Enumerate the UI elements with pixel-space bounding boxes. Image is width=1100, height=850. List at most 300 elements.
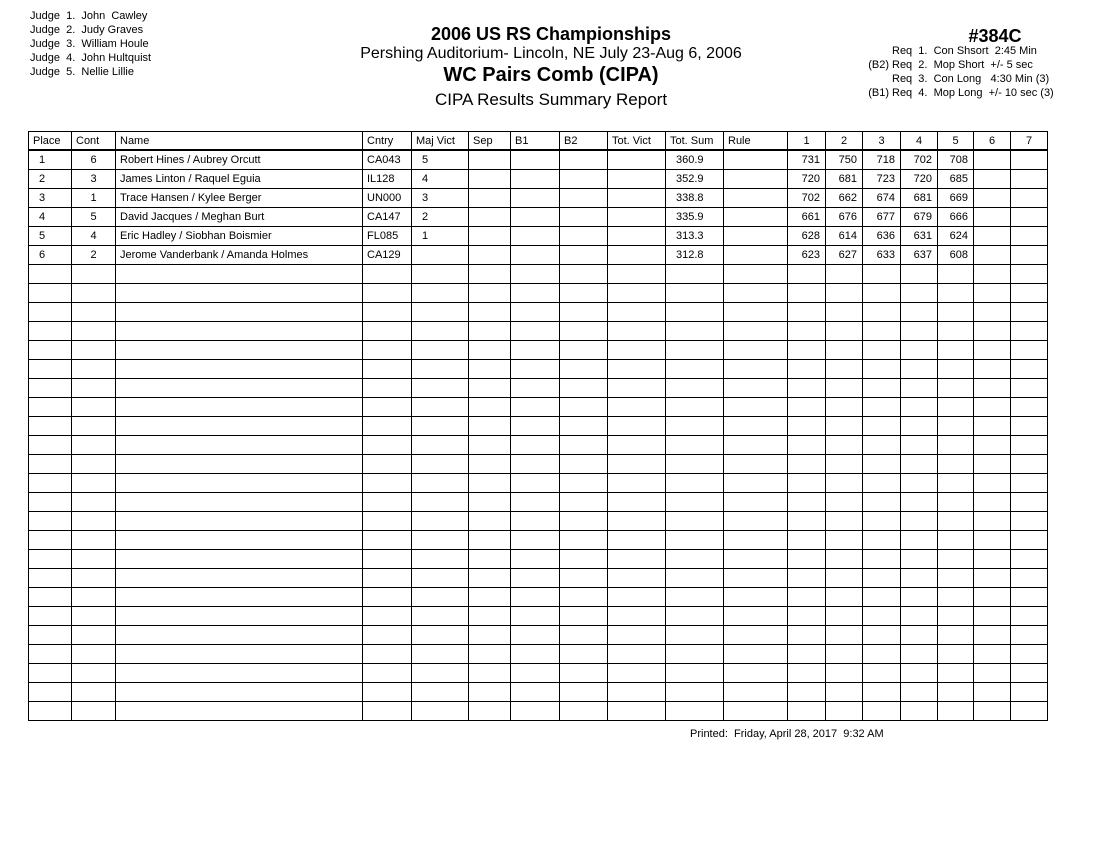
table-cell (560, 455, 608, 474)
column-header: Tot. Vict (608, 132, 666, 151)
table-cell: 661 (788, 208, 826, 227)
table-cell (72, 398, 116, 417)
table-cell (363, 417, 412, 436)
empty-row (29, 664, 1048, 683)
table-cell (363, 493, 412, 512)
table-cell (938, 417, 974, 436)
table-row (29, 246, 1048, 265)
table-cell: 708 (938, 150, 974, 170)
table-cell (1011, 303, 1048, 322)
table-cell (724, 208, 788, 227)
table-cell (863, 664, 901, 683)
empty-row (29, 322, 1048, 341)
table-cell (974, 417, 1011, 436)
table-cell (938, 664, 974, 683)
table-cell (412, 284, 469, 303)
table-cell (1011, 170, 1048, 189)
table-cell (1011, 322, 1048, 341)
table-cell (412, 664, 469, 683)
table-cell (974, 645, 1011, 664)
table-cell (863, 303, 901, 322)
table-cell (974, 550, 1011, 569)
table-cell (363, 284, 412, 303)
table-cell (116, 436, 363, 455)
table-cell (1011, 550, 1048, 569)
table-cell (116, 664, 363, 683)
table-cell: 3 (29, 189, 72, 208)
table-cell (412, 379, 469, 398)
table-cell (938, 702, 974, 721)
table-cell: 637 (901, 246, 938, 265)
table-cell (116, 569, 363, 588)
table-cell (412, 398, 469, 417)
table-cell (29, 379, 72, 398)
table-cell (974, 189, 1011, 208)
table-cell (560, 398, 608, 417)
table-cell (788, 322, 826, 341)
table-cell (1011, 436, 1048, 455)
table-cell (863, 588, 901, 607)
table-cell (724, 265, 788, 284)
table-cell (863, 626, 901, 645)
table-cell (363, 455, 412, 474)
table-cell (863, 284, 901, 303)
table-cell (974, 398, 1011, 417)
table-cell (938, 512, 974, 531)
table-cell (29, 664, 72, 683)
table-cell: 1 (72, 189, 116, 208)
requirement: Req 3. Con Long 4:30 Min (3) (892, 73, 1050, 85)
table-cell (560, 150, 608, 170)
table-cell (469, 683, 511, 702)
table-cell (72, 341, 116, 360)
table-cell (412, 645, 469, 664)
table-cell (826, 322, 863, 341)
requirement: (B1) Req 4. Mop Long +/- 10 sec (3) (868, 87, 1054, 99)
table-cell (511, 341, 560, 360)
table-cell (724, 455, 788, 474)
table-cell (974, 531, 1011, 550)
column-header: Maj Vict (412, 132, 469, 151)
table-cell (412, 303, 469, 322)
table-cell: Trace Hansen / Kylee Berger (116, 189, 363, 208)
table-cell (974, 569, 1011, 588)
table-cell (666, 683, 724, 702)
table-cell (608, 265, 666, 284)
table-cell (608, 645, 666, 664)
table-cell: 676 (826, 208, 863, 227)
table-cell (412, 512, 469, 531)
table-cell (608, 246, 666, 265)
table-cell (724, 493, 788, 512)
table-cell (608, 664, 666, 683)
requirement: (B2) Req 2. Mop Short +/- 5 sec (868, 59, 1033, 71)
judge-4: Judge 4. John Hultquist (30, 52, 152, 64)
table-cell: Jerome Vanderbank / Amanda Holmes (116, 246, 363, 265)
table-cell (560, 702, 608, 721)
column-header: Place (29, 132, 72, 151)
table-cell: 6 (29, 246, 72, 265)
table-cell (1011, 588, 1048, 607)
table-cell: Eric Hadley / Siobhan Boismier (116, 227, 363, 246)
table-cell: CA043 (363, 150, 412, 170)
table-cell: 2 (29, 170, 72, 189)
table-cell (412, 702, 469, 721)
table-cell: 662 (826, 189, 863, 208)
table-cell (511, 645, 560, 664)
table-cell (788, 284, 826, 303)
table-cell (1011, 417, 1048, 436)
table-cell (29, 569, 72, 588)
table-cell (511, 170, 560, 189)
table-cell (560, 265, 608, 284)
table-cell (560, 512, 608, 531)
table-cell (116, 360, 363, 379)
table-cell (608, 322, 666, 341)
table-cell: 2 (72, 246, 116, 265)
table-cell (608, 702, 666, 721)
table-cell (826, 531, 863, 550)
table-cell (901, 284, 938, 303)
table-cell (974, 322, 1011, 341)
judge-3: Judge 3. William Houle (30, 38, 149, 50)
table-cell (469, 360, 511, 379)
table-cell (788, 341, 826, 360)
empty-row (29, 607, 1048, 626)
table-cell: 3 (72, 170, 116, 189)
table-cell (788, 702, 826, 721)
table-cell (974, 303, 1011, 322)
table-cell: 3 (412, 189, 469, 208)
table-cell (974, 664, 1011, 683)
table-cell (116, 531, 363, 550)
table-cell (72, 303, 116, 322)
table-cell (116, 398, 363, 417)
table-cell (72, 360, 116, 379)
table-cell (724, 341, 788, 360)
table-cell (1011, 360, 1048, 379)
table-cell (1011, 227, 1048, 246)
table-cell (469, 531, 511, 550)
table-cell: 5 (72, 208, 116, 227)
table-cell (724, 664, 788, 683)
table-cell: 669 (938, 189, 974, 208)
table-cell (1011, 607, 1048, 626)
table-cell (724, 246, 788, 265)
empty-row (29, 303, 1048, 322)
table-cell (938, 645, 974, 664)
table-cell (363, 474, 412, 493)
table-cell (788, 436, 826, 455)
table-cell (469, 227, 511, 246)
table-cell (72, 455, 116, 474)
table-cell (560, 607, 608, 626)
table-cell (116, 284, 363, 303)
judge-1: Judge 1. John Cawley (30, 10, 148, 22)
table-cell (469, 417, 511, 436)
table-cell (974, 265, 1011, 284)
table-cell (412, 436, 469, 455)
column-header: Cntry (363, 132, 412, 151)
empty-row (29, 417, 1048, 436)
results-table (28, 131, 1048, 721)
table-cell (511, 664, 560, 683)
table-cell (29, 341, 72, 360)
table-cell (608, 436, 666, 455)
table-cell (938, 550, 974, 569)
table-cell (608, 360, 666, 379)
table-cell (608, 683, 666, 702)
table-cell (826, 607, 863, 626)
requirements (850, 44, 1054, 100)
table-cell: 338.8 (666, 189, 724, 208)
table-cell (724, 683, 788, 702)
table-cell (511, 150, 560, 170)
table-cell (788, 455, 826, 474)
table-cell (901, 474, 938, 493)
table-cell (412, 493, 469, 512)
table-cell: 718 (863, 150, 901, 170)
table-cell (974, 379, 1011, 398)
empty-row (29, 588, 1048, 607)
table-cell (826, 265, 863, 284)
table-cell (863, 398, 901, 417)
table-cell (469, 493, 511, 512)
table-cell (469, 208, 511, 227)
table-cell (116, 303, 363, 322)
table-cell (938, 284, 974, 303)
table-cell (412, 455, 469, 474)
table-cell (788, 379, 826, 398)
table-cell (608, 550, 666, 569)
table-cell (724, 227, 788, 246)
table-cell (863, 265, 901, 284)
table-cell (412, 265, 469, 284)
table-cell (938, 493, 974, 512)
table-cell (724, 360, 788, 379)
table-cell (974, 170, 1011, 189)
table-cell (511, 588, 560, 607)
table-cell (560, 379, 608, 398)
table-cell (412, 683, 469, 702)
table-cell (363, 645, 412, 664)
table-cell (511, 360, 560, 379)
table-cell (788, 569, 826, 588)
table-cell (1011, 398, 1048, 417)
table-cell (412, 550, 469, 569)
empty-row (29, 569, 1048, 588)
table-cell: 666 (938, 208, 974, 227)
empty-row (29, 284, 1048, 303)
judge-2: Judge 2. Judy Graves (30, 24, 144, 36)
table-cell (666, 588, 724, 607)
table-cell (608, 284, 666, 303)
table-cell (116, 626, 363, 645)
table-cell (363, 702, 412, 721)
table-cell (974, 436, 1011, 455)
table-cell (724, 417, 788, 436)
table-cell (412, 569, 469, 588)
table-cell: 633 (863, 246, 901, 265)
table-cell (826, 398, 863, 417)
table-cell (826, 550, 863, 569)
table-cell (826, 664, 863, 683)
table-cell (363, 341, 412, 360)
table-cell (724, 607, 788, 626)
table-cell (511, 702, 560, 721)
table-cell (974, 683, 1011, 702)
column-header: 1 (788, 132, 826, 151)
table-cell (116, 702, 363, 721)
table-cell: 6 (72, 150, 116, 170)
table-cell (1011, 150, 1048, 170)
table-cell (29, 322, 72, 341)
table-cell (29, 531, 72, 550)
table-cell (826, 683, 863, 702)
table-cell (826, 341, 863, 360)
table-cell (1011, 265, 1048, 284)
table-cell (666, 607, 724, 626)
table-cell (363, 531, 412, 550)
table-cell (72, 531, 116, 550)
table-cell (901, 645, 938, 664)
table-cell (29, 436, 72, 455)
table-cell (666, 550, 724, 569)
table-cell (469, 474, 511, 493)
table-cell (511, 626, 560, 645)
table-cell (116, 493, 363, 512)
table-cell (560, 303, 608, 322)
table-cell (974, 702, 1011, 721)
table-cell (560, 493, 608, 512)
table-cell (938, 265, 974, 284)
column-header: 6 (974, 132, 1011, 151)
table-cell (1011, 189, 1048, 208)
table-cell (666, 341, 724, 360)
table-cell (826, 360, 863, 379)
table-cell (938, 360, 974, 379)
empty-row (29, 474, 1048, 493)
table-cell: 677 (863, 208, 901, 227)
empty-row (29, 341, 1048, 360)
table-cell (116, 379, 363, 398)
table-cell: 674 (863, 189, 901, 208)
table-cell (511, 322, 560, 341)
table-cell (666, 360, 724, 379)
empty-row (29, 512, 1048, 531)
table-cell (29, 417, 72, 436)
empty-row (29, 379, 1048, 398)
empty-row (29, 702, 1048, 721)
table-cell (1011, 512, 1048, 531)
table-cell (363, 398, 412, 417)
table-cell (608, 208, 666, 227)
table-cell (666, 455, 724, 474)
table-cell (560, 227, 608, 246)
table-cell (1011, 569, 1048, 588)
table-cell (666, 436, 724, 455)
table-cell (788, 626, 826, 645)
table-cell (938, 588, 974, 607)
table-cell (788, 607, 826, 626)
column-header: 4 (901, 132, 938, 151)
table-cell (666, 531, 724, 550)
table-cell (1011, 341, 1048, 360)
table-cell (29, 360, 72, 379)
table-cell (826, 512, 863, 531)
table-cell (901, 265, 938, 284)
table-cell (666, 265, 724, 284)
table-cell (363, 303, 412, 322)
table-cell (116, 474, 363, 493)
table-cell (560, 208, 608, 227)
table-cell (469, 322, 511, 341)
table-cell (363, 569, 412, 588)
table-cell (469, 645, 511, 664)
table-cell: 4 (72, 227, 116, 246)
table-cell (901, 664, 938, 683)
table-cell (863, 550, 901, 569)
venue: Pershing Auditorium- Lincoln, NE July 23-Aug 6, 2006 (360, 45, 742, 62)
table-cell (72, 569, 116, 588)
table-cell (938, 607, 974, 626)
table-cell (863, 322, 901, 341)
column-header: B1 (511, 132, 560, 151)
table-cell (901, 360, 938, 379)
event-number: #384C (968, 26, 1022, 46)
table-cell (469, 189, 511, 208)
table-cell (511, 246, 560, 265)
table-cell (666, 303, 724, 322)
judges-list (30, 9, 151, 79)
table-cell: 313.3 (666, 227, 724, 246)
table-cell (974, 150, 1011, 170)
table-cell (974, 208, 1011, 227)
column-header: Tot. Sum (666, 132, 724, 151)
table-cell: 335.9 (666, 208, 724, 227)
table-cell (560, 322, 608, 341)
table-cell (1011, 683, 1048, 702)
table-cell (72, 702, 116, 721)
table-cell (72, 588, 116, 607)
table-cell (116, 588, 363, 607)
table-cell (412, 474, 469, 493)
table-cell: 608 (938, 246, 974, 265)
table-cell (363, 607, 412, 626)
table-cell (560, 170, 608, 189)
table-cell (29, 512, 72, 531)
table-cell (724, 588, 788, 607)
table-cell (1011, 626, 1048, 645)
table-cell (938, 436, 974, 455)
table-cell: 720 (788, 170, 826, 189)
table-cell (901, 702, 938, 721)
table-cell (608, 569, 666, 588)
table-cell (974, 341, 1011, 360)
table-row (29, 208, 1048, 227)
table-cell (608, 170, 666, 189)
table-cell (608, 150, 666, 170)
table-cell (469, 284, 511, 303)
table-cell (788, 303, 826, 322)
table-cell: Robert Hines / Aubrey Orcutt (116, 150, 363, 170)
table-cell (469, 379, 511, 398)
table-cell (412, 246, 469, 265)
table-cell (788, 588, 826, 607)
table-cell (1011, 493, 1048, 512)
table-cell (608, 189, 666, 208)
table-cell (72, 436, 116, 455)
